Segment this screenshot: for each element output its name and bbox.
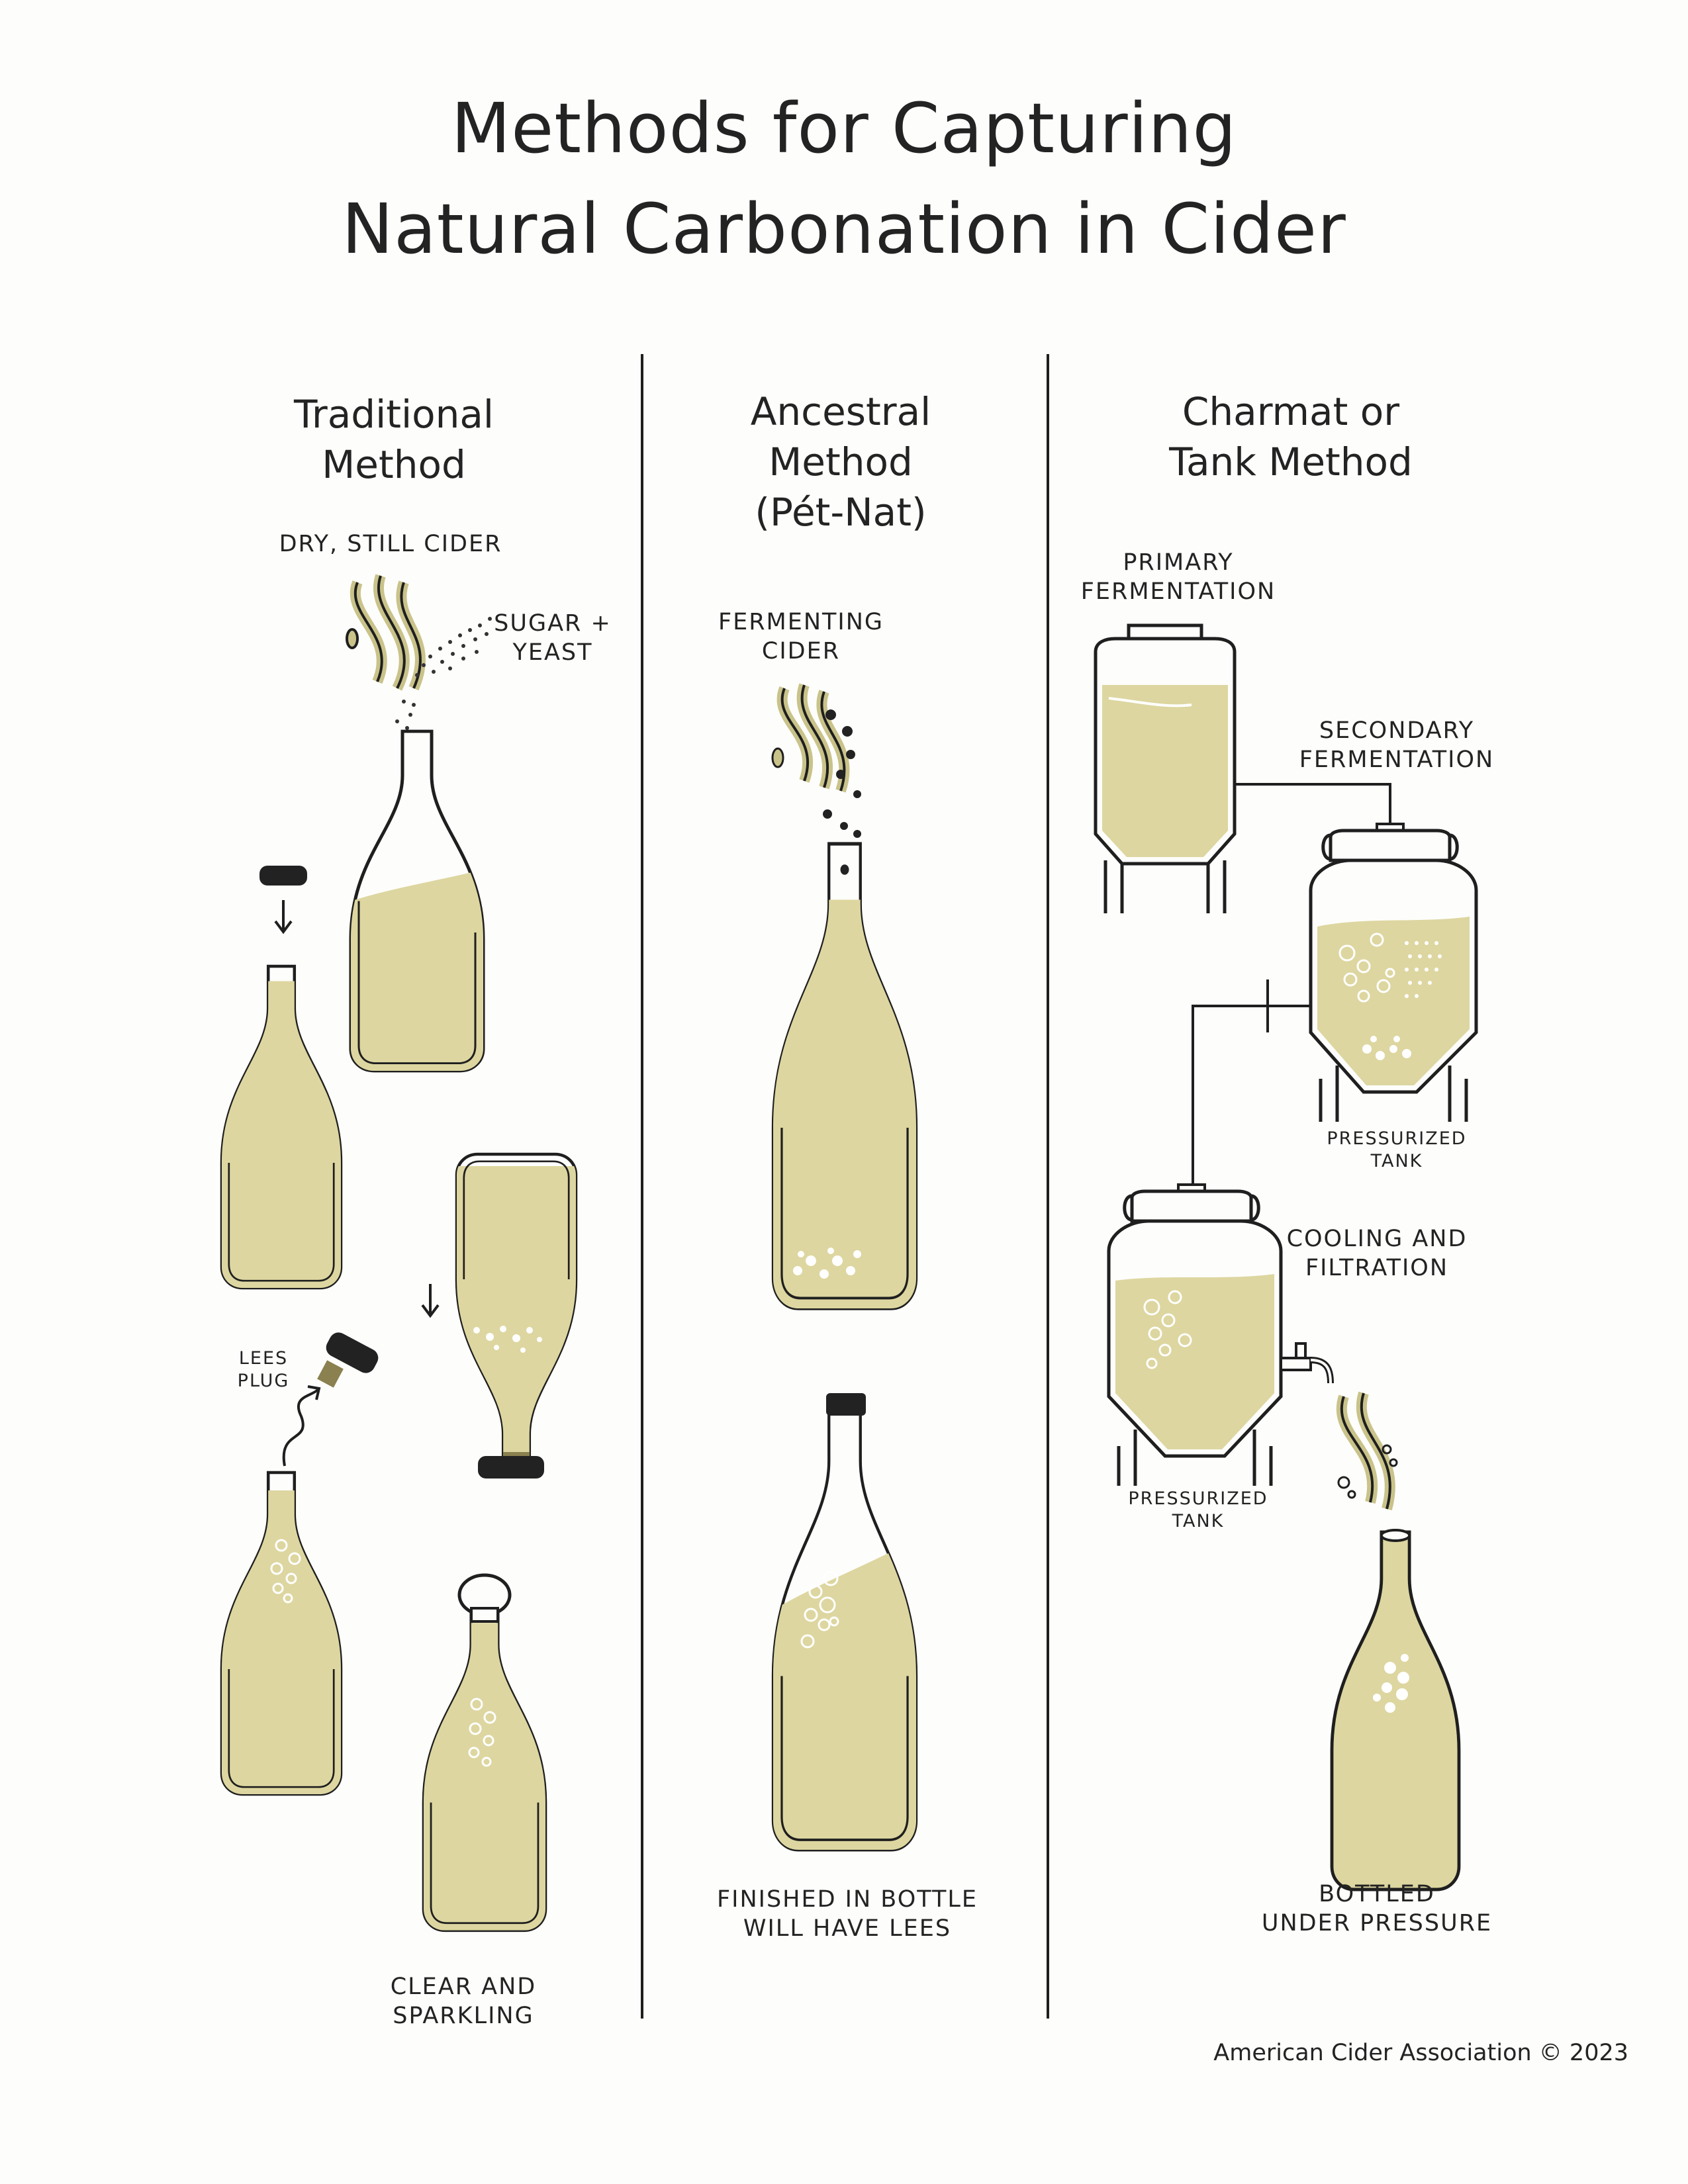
- dry-still-cider-label: DRY, STILL CIDER: [279, 531, 502, 557]
- lees-plug-label: LEES PLUG: [237, 1348, 290, 1391]
- cap-icon: [259, 866, 307, 886]
- bottle-icon: [773, 1403, 916, 1850]
- cap-icon: [478, 1456, 544, 1479]
- pressurized-tank-label-2: PRESSURIZED TANK: [1128, 1488, 1268, 1531]
- title-line-1: Methods for Capturing: [451, 88, 1237, 169]
- sugar-yeast-label: SUGAR + YEAST: [494, 610, 612, 666]
- bottle-icon: [222, 966, 341, 1291]
- arrow-icon: [422, 1284, 438, 1316]
- bottled-under-pressure-label: BOTTLED UNDER PRESSURE: [1261, 1881, 1493, 1936]
- title-line-2: Natural Carbonation in Cider: [342, 189, 1346, 269]
- cork-icon: [459, 1575, 510, 1621]
- copyright-footer: American Cider Association © 2023: [1213, 2040, 1628, 2066]
- traditional-method-heading: Traditional Method: [294, 392, 494, 487]
- clear-and-sparkling-label: CLEAR AND SPARKLING: [390, 1974, 537, 2029]
- ancestral-method-heading: Ancestral Method (Pét-Nat): [750, 389, 931, 535]
- bottle-icon: [424, 1602, 545, 1940]
- cap-icon: [826, 1393, 866, 1416]
- pour-stream-icon: [347, 576, 420, 688]
- arrow-icon: [275, 900, 291, 932]
- bottle-icon: [222, 1473, 341, 1800]
- primary-fermentation-label: PRIMARY FERMENTATION: [1080, 549, 1276, 605]
- finished-in-bottle-label: FINISHED IN BOTTLE WILL HAVE LEES: [716, 1886, 978, 1942]
- bottle-icon: [1332, 1530, 1459, 1889]
- tap-icon: [1281, 1343, 1331, 1383]
- cooling-and-filtration-label: COOLING AND FILTRATION: [1286, 1226, 1468, 1281]
- secondary-fermentation-label: SECONDARY FERMENTATION: [1299, 717, 1495, 773]
- pressurized-tank-label-1: PRESSURIZED TANK: [1327, 1128, 1467, 1171]
- pour-stream-icon: [1338, 1393, 1397, 1509]
- charmat-method-heading: Charmat or Tank Method: [1169, 389, 1413, 484]
- transfer-pipe: [1193, 1006, 1311, 1185]
- bottle-icon: [457, 1154, 576, 1476]
- tank-icon: [1096, 625, 1235, 913]
- lees-plug-icon: [284, 1329, 382, 1466]
- tank-icon: [1109, 1185, 1281, 1486]
- pour-stream-icon: [773, 685, 844, 791]
- page-title: [0, 78, 1688, 279]
- transfer-pipe: [1235, 784, 1390, 827]
- fermenting-cider-label: FERMENTING CIDER: [718, 609, 884, 664]
- bottle-icon: [351, 731, 483, 1071]
